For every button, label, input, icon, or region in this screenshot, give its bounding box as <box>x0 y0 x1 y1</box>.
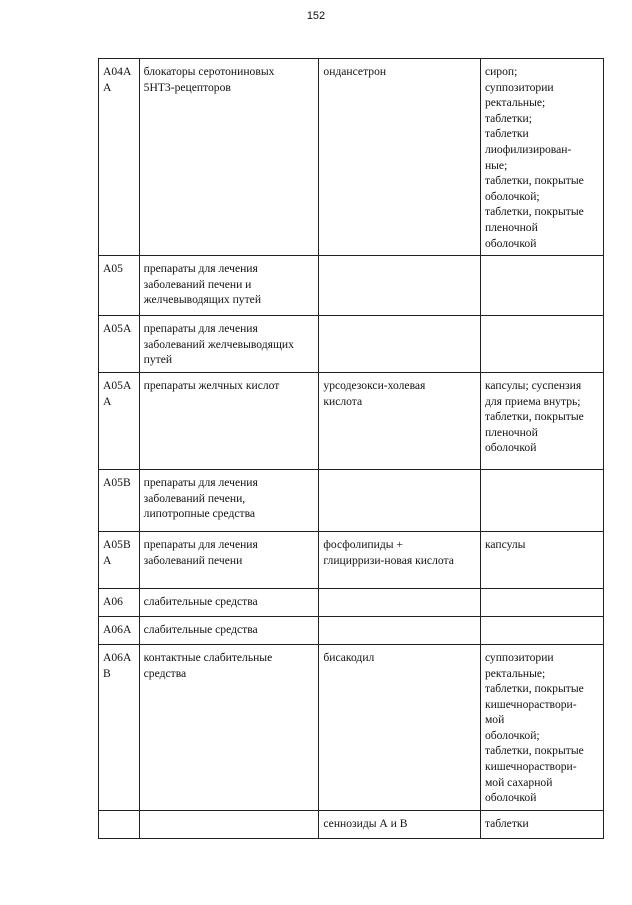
form-cell <box>480 256 603 316</box>
atc-code-cell <box>99 59 140 256</box>
inn-cell <box>319 531 481 588</box>
drug-name: бисакодил <box>323 650 375 664</box>
form-cell <box>480 316 603 373</box>
inn-cell <box>319 469 481 531</box>
table-row <box>99 588 604 616</box>
inn-cell <box>319 588 481 616</box>
atc-code: A05A A <box>103 378 132 408</box>
form-cell <box>480 531 603 588</box>
form-cell <box>480 469 603 531</box>
pharmacological-group: препараты для лечения заболеваний печени, липотропные средства <box>143 475 258 521</box>
atc-code: A06A <box>103 622 132 636</box>
group-cell <box>139 316 319 373</box>
inn-cell <box>319 316 481 373</box>
dosage-form: сироп; суппозитории ректальные; таблетки; таблетки лиофилизирован- ные; таблетки, покрытые оболочкой; таблетки, покрытые пленочной оболочкой <box>484 65 584 250</box>
inn-cell <box>319 372 481 469</box>
table-row <box>99 531 604 588</box>
dosage-form: таблетки <box>484 816 529 830</box>
drug-name: фосфолипиды + глицирризи-новая кислота <box>323 537 454 567</box>
atc-code: A06 <box>103 594 123 608</box>
atc-code-cell <box>99 531 140 588</box>
table-row <box>99 469 604 531</box>
group-cell <box>139 256 319 316</box>
inn-cell <box>319 644 481 810</box>
drug-name: ондансетрон <box>323 65 387 78</box>
inn-cell <box>319 810 481 838</box>
form-cell <box>480 616 603 644</box>
dosage-form: капсулы <box>484 537 526 551</box>
atc-code: A05B A <box>103 537 131 567</box>
table-row <box>99 316 604 373</box>
inn-cell <box>319 256 481 316</box>
table-row <box>99 256 604 316</box>
form-cell <box>480 588 603 616</box>
atc-code: A05B <box>103 475 131 489</box>
form-cell <box>480 59 603 256</box>
group-cell <box>139 372 319 469</box>
group-cell <box>139 59 319 256</box>
atc-code: A05A <box>103 322 132 336</box>
atc-code-cell <box>99 588 140 616</box>
table-row <box>99 59 604 256</box>
table-row <box>99 810 604 838</box>
form-cell <box>480 372 603 469</box>
atc-code: A06A B <box>103 650 132 680</box>
drug-name: сеннозиды А и В <box>323 816 408 830</box>
form-cell <box>480 810 603 838</box>
atc-code: A04A A <box>103 65 132 94</box>
pharmacological-group: слабительные средства <box>143 594 258 608</box>
page-number: 152 <box>306 10 326 22</box>
dosage-form: суппозитории ректальные; таблетки, покрытые кишечнораствори- мой оболочкой; таблетки, покрытые кишечнораствори- мой сахарной оболочкой <box>484 650 584 805</box>
pharmacological-group: контактные слабительные средства <box>143 650 273 680</box>
table-row <box>99 372 604 469</box>
pharmacological-group: препараты желчных кислот <box>143 378 280 392</box>
inn-cell <box>319 616 481 644</box>
inn-cell <box>319 59 481 256</box>
table-row <box>99 644 604 810</box>
drug-classification-table <box>98 58 604 839</box>
table-row <box>99 616 604 644</box>
atc-code: A05 <box>103 262 123 276</box>
group-cell <box>139 616 319 644</box>
pharmacological-group: препараты для лечения заболеваний желчевыводящих путей <box>143 322 294 367</box>
group-cell <box>139 469 319 531</box>
pharmacological-group: слабительные средства <box>143 622 258 636</box>
atc-code-cell <box>99 469 140 531</box>
group-cell <box>139 644 319 810</box>
atc-code-cell <box>99 372 140 469</box>
group-cell <box>139 588 319 616</box>
form-cell <box>480 644 603 810</box>
dosage-form: капсулы; суспензия для приема внутрь; таблетки, покрытые пленочной оболочкой <box>484 378 584 455</box>
atc-code-cell <box>99 256 140 316</box>
pharmacological-group: препараты для лечения заболеваний печени и желчевыводящих путей <box>143 262 262 307</box>
pharmacological-group: препараты для лечения заболеваний печени <box>143 537 258 567</box>
group-cell <box>139 531 319 588</box>
atc-code-cell <box>99 316 140 373</box>
drug-name: урсодезокси-холевая кислота <box>323 378 426 408</box>
atc-code-cell <box>99 644 140 810</box>
pharmacological-group: блокаторы серотониновых 5HT3-рецепторов <box>143 65 275 94</box>
atc-code-cell <box>99 616 140 644</box>
group-cell <box>139 810 319 838</box>
atc-code-cell <box>99 810 140 838</box>
